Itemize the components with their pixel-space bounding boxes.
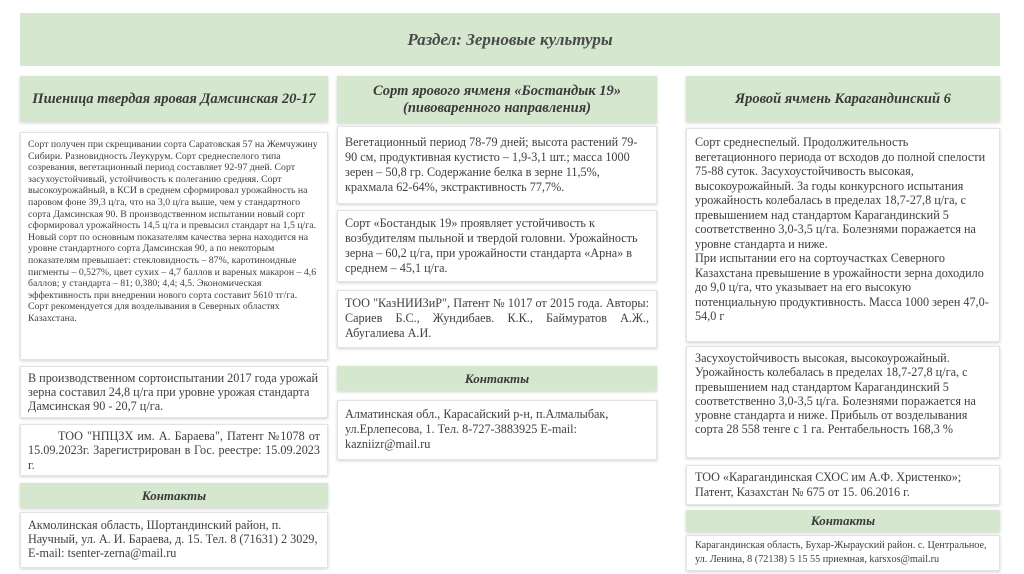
col1-description-box — [20, 132, 328, 360]
col2-patent-box — [337, 290, 657, 348]
col1-yield-box — [20, 366, 328, 418]
col1-contacts-header — [20, 483, 328, 508]
col1-description: Сорт получен при скрещивании сорта Саратовская 57 на Жемчужину Сибири. Разновидность Леукурум. Сорт среднеспелого типа созревания, вегетационный период составляет 92-97 дней. Сорт засухоустойчивый, устойчивость к полеганию средняя. Сорт высокоурожайный, в КСИ в среднем сформировал урожайность на паровом фоне 39,3 ц/га, что на 3,0 ц/га выше, чем у стандартного сорта Дамсинская 90. В производственном испытании новый сорт сформировал урожайность 14,5 ц/га и превысил стандарт на 1,5 ц/га. Новый сорт по основным показателям качества зерна находится на уровне стандартного сорта Дамсинская 90, а по некоторым показателям превышает: стекловидность – 87%, каротиноидные пигменты – 0,527%, цвет сухих – 4,7 баллов и вареных макарон – 4,6 баллов; у стандарта – 81; 0,380; 4,4; 4,5. Экономическая эффективность при внедрении нового сорта составит 5610 тг/га. Сорт рекомендуется для возделывания в Северных областях Казахстана. — [28, 139, 318, 324]
col1-patent-box — [20, 424, 328, 476]
col2-contacts-label: Контакты — [464, 370, 530, 386]
col3-description-box — [686, 128, 1000, 342]
col2-contacts-box — [337, 400, 657, 460]
col2-resistance-box — [337, 210, 657, 282]
col2-description-box — [337, 126, 657, 204]
col1-contacts: Акмолинская область, Шортандинский район, п. Научный, ул. А. И. Бараева, д. 15. Тел. 8 (71631) 2 3029, E-mail: tsenter-zerna@mail.ru — [28, 518, 318, 560]
col3-description-1: Сорт среднеспелый. Продолжительность вегетационного периода от всходов до полной спелости 75-88 суток. Засухоустойчивость высокая, высокоурожайный. За годы конкурсного испытания урожайность колебалась в пределах 18,7-27,8 ц/га, с превышением над стандартом Карагандинский 5 соответственно 3,0-3,5 ц/га. Болезнями поражается на уровне стандарта и ниже. — [695, 135, 986, 251]
col2-contacts-header — [337, 366, 657, 391]
col2-contacts: Алматинская обл., Карасайский р-н, п.Алмалыбак, ул.Ерлепесова, 1. Тел. 8-727-3883925 E-mail: kazniizr@mail.ru — [345, 407, 609, 451]
col3-title: Яровой ячмень Карагандинский 6 — [735, 90, 951, 107]
col2-patent: ТОО "КазНИИЗиР", Патент № 1017 от 2015 года. Авторы: Сариев Б.С., Жундибаев. К.К., Баймуратов А.Ж., Абугалиева А.И. — [345, 296, 649, 340]
col1-title: Пшеница твердая яровая Дамсинская 20-17 — [32, 90, 316, 107]
col3-description-2: При испытании его на сортоучастках Северного Казахстана превышение в урожайности зерна доходило до 9,0 ц/га, что указывает на его высокую потенциальную продуктивность. Масса 1000 зерен 47,0-54,0 г — [695, 251, 989, 323]
col1-contacts-label: Контакты — [141, 487, 207, 503]
col3-contacts-box — [686, 535, 1000, 571]
col3-patent-box — [686, 465, 1000, 505]
col1-yield: В производственном сортоиспытании 2017 года урожай зерна составил 24,8 ц/га при уровне урожая стандарта Дамсинская 90 - 20,7 ц/га. — [28, 371, 319, 413]
col3-contacts-header — [686, 510, 1000, 532]
col3-contacts: Карагандинская область, Бухар-Жырауский район. с. Центральное, ул. Ленина, 8 (72138) 5 15 55 приемная, karsxos@mail.ru — [695, 540, 987, 565]
col3-resistance: Засухоустойчивость высокая, высокоурожайный. Урожайность колебалась в пределах 18,7-27,8 ц/га, с превышением над стандартом Карагандинский 5 соответственно 3,0-3,5 ц/га. Болезнями поражается на уровне стандарта и ниже. Прибыль от возделывания сорта 28 558 тенге с 1 га. Рентабельность 168,3 % — [695, 351, 976, 437]
col3-contacts-label: Контакты — [810, 513, 876, 528]
col2-description: Вегетационный период 78-79 дней; высота растений 79-90 см, продуктивная кустисто – 1,9-3,1 шт.; масса 1000 зерен – 50,8 гр. Содержание белка в зерне 11,5%, крахмала 62-64%, экстрактивность 77,7%. — [345, 135, 638, 194]
section-header — [20, 13, 1000, 66]
col3-patent: ТОО «Карагандинская СХОС им А.Ф. Христенко»; Патент, Казахстан № 675 от 15. 06.2016 г. — [695, 470, 962, 499]
col3-title-box — [686, 76, 1000, 122]
col1-patent: ТОО "НПЦЗХ им. А. Бараева", Патент №1078 от 15.09.2023г. Зарегистрирован в Гос. реестре: 15.09.2023 г. — [28, 429, 320, 472]
col1-title-box — [20, 76, 328, 122]
section-title: Раздел: Зерновые культуры — [407, 29, 613, 49]
col3-resistance-box — [686, 346, 1000, 458]
col1-contacts-box — [20, 512, 328, 568]
col2-resistance: Сорт «Бостандык 19» проявляет устойчивость к возбудителям пыльной и твердой головни. Урожайность зерна – 60,2 ц/га, при урожайности стандарта «Арна» в среднем – 45,1 ц/га. — [345, 216, 638, 275]
col2-title: Сорт ярового ячменя «Бостандык 19» (пивоваренного направления) — [372, 82, 621, 116]
col2-title-box — [337, 76, 657, 123]
